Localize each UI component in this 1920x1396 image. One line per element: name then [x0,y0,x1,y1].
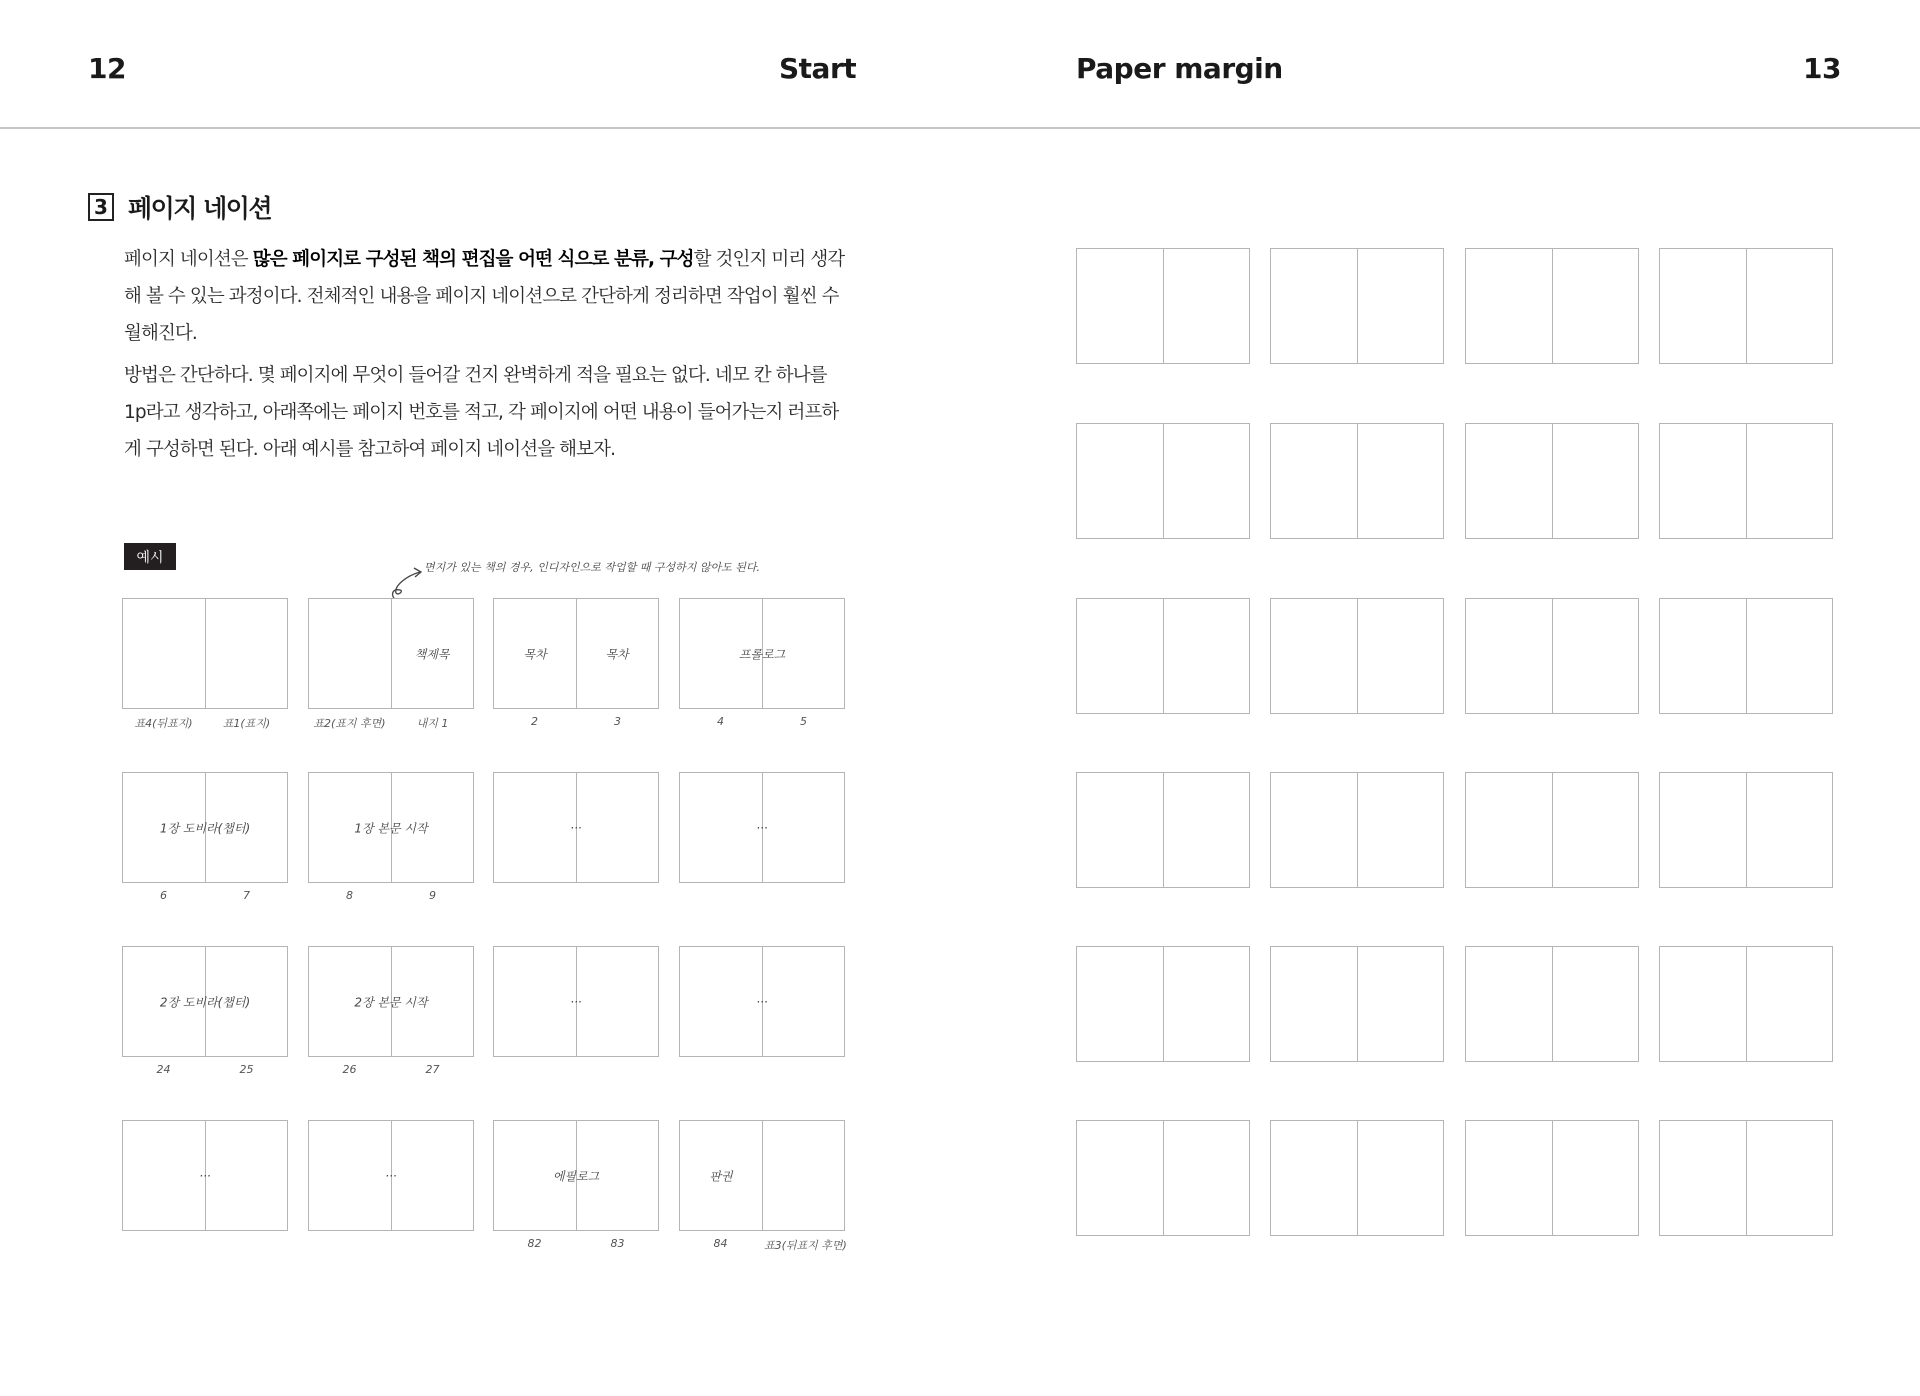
example-spread [493,1120,659,1231]
spread-fold-line [1163,1121,1164,1235]
page-number-label: 83 [610,1237,625,1250]
page-number-label: 7 [243,889,250,902]
page-number-label: 82 [527,1237,542,1250]
blank-spread[interactable] [1270,946,1444,1062]
spread-content: 책제목 [414,647,450,661]
method-paragraph: 방법은 간단하다. 몇 페이지에 무엇이 들어갈 건지 완벽하게 적을 필요는 없다. 네모 칸 하나를 1p라고 생각하고, 아래쪽에는 페이지 번호를 적고, 각 페이지에 어떤 내용이 들어가는지 러프하게 구성하면 된다. 아래 예시를 참고하여 페이지 네이션을 해보자. [124,365,839,460]
right-running-title: Paper margin [1076,52,1283,85]
example-spread [493,598,659,709]
example-spread [122,598,288,709]
page-number-label: 4 [717,715,724,728]
spread-fold-line [1357,947,1358,1061]
blank-spread[interactable] [1659,423,1833,539]
spread-fold-line [1552,1121,1553,1235]
spread-fold-line [1357,249,1358,363]
page-number-label: 24 [156,1063,171,1076]
blank-spread[interactable] [1659,598,1833,714]
spread-fold-line [205,599,206,708]
example-spread [493,946,659,1057]
example-spread [308,772,474,883]
page-number-label: 9 [429,889,436,902]
blank-spread[interactable] [1465,598,1639,714]
spread-content: ··· [570,994,582,1009]
example-spread [679,598,845,709]
spread-content: 프롤로그 [738,647,786,661]
blank-spread[interactable] [1465,772,1639,888]
page-number-label: 3 [614,715,621,728]
page-number-label: 25 [239,1063,254,1076]
blank-spread[interactable] [1076,1120,1250,1236]
spread-fold-line [1163,424,1164,538]
example-spread [308,598,474,709]
example-spread [679,772,845,883]
page-number-label: 27 [425,1063,440,1076]
spread-fold-line [1746,424,1747,538]
example-spread [493,772,659,883]
spread-fold-line [1163,249,1164,363]
page-number-label: 8 [346,889,353,902]
example-spread [679,1120,845,1231]
left-page-number: 12 [88,52,126,85]
spread-fold-line [1163,947,1164,1061]
blank-spread[interactable] [1270,248,1444,364]
spread-fold-line [1357,1121,1358,1235]
blank-spread[interactable] [1076,423,1250,539]
spread-fold-line [1552,947,1553,1061]
page-number-label: 표1(표지) [222,717,271,730]
blank-spread[interactable] [1659,946,1833,1062]
example-tag: 예시 [124,543,176,570]
blank-spread[interactable] [1465,248,1639,364]
arrow-icon [388,560,424,602]
intro-paragraph: 페이지 네이션은 많은 페이지로 구성된 책의 편집을 어떤 식으로 분류, 구성할 것인지 미리 생각해 볼 수 있는 과정이다. 전체적인 내용을 페이지 네이션으로 간단하게 정리하면 작업이 훨씬 수월해진다. [124,249,845,344]
spread-content: 2장 본문 시작 [354,995,428,1009]
spread-fold-line [1163,773,1164,887]
blank-spread[interactable] [1076,248,1250,364]
left-running-title: Start [779,52,857,85]
spread-content: ··· [385,1168,397,1183]
spread-content: 2장 도비라(챕터) [159,995,251,1009]
spread-fold-line [1746,773,1747,887]
example-spread [122,946,288,1057]
spread-fold-line [1746,1121,1747,1235]
blank-spread[interactable] [1270,1120,1444,1236]
spread-content-left: 목차 [523,647,547,661]
page-number-label: 2 [531,715,538,728]
spread-fold-line [1746,599,1747,713]
spread-content: 1장 본문 시작 [354,821,428,835]
section-heading [88,192,271,222]
page-number-label: 26 [342,1063,357,1076]
blank-spread[interactable] [1659,772,1833,888]
blank-spread[interactable] [1076,598,1250,714]
blank-spread[interactable] [1076,946,1250,1062]
spread-content-right: 목차 [605,647,629,661]
blank-spread[interactable] [1465,1120,1639,1236]
example-spread [122,1120,288,1231]
spread-content: ··· [756,994,768,1009]
spread-fold-line [1746,249,1747,363]
spread-content: ··· [199,1168,211,1183]
example-spread [308,1120,474,1231]
section-title: 페이지 네이션 [128,194,272,223]
page-number-label: 표3(뒤표지 후면) [764,1239,847,1252]
page-number-label: 표4(뒤표지) [134,717,193,730]
spread-fold-line [1552,773,1553,887]
spread-fold-line [1552,599,1553,713]
spread-content: 판권 [709,1169,733,1183]
blank-spread[interactable] [1659,248,1833,364]
endpaper-note: 면지가 있는 책의 경우, 인디자인으로 작업할 때 구성하지 않아도 된다. [424,561,760,574]
blank-spread[interactable] [1659,1120,1833,1236]
page-number-label: 표2(표지 후면) [313,717,386,730]
spread-fold-line [1163,599,1164,713]
page-number-label: 내지 1 [416,717,449,730]
blank-spread[interactable] [1270,423,1444,539]
spread-content: ··· [756,820,768,835]
blank-spread[interactable] [1465,946,1639,1062]
right-page-number: 13 [1803,52,1841,85]
spread-fold-line [1552,424,1553,538]
blank-spread[interactable] [1270,598,1444,714]
example-spread [308,946,474,1057]
page-number-label: 6 [160,889,167,902]
spread-content: ··· [570,820,582,835]
spread-content: 에필로그 [552,1169,600,1183]
spread-fold-line [1357,424,1358,538]
blank-spread[interactable] [1270,772,1444,888]
blank-spread[interactable] [1076,772,1250,888]
spread-fold-line [762,1121,763,1230]
spread-fold-line [1357,773,1358,887]
spread-fold-line [1552,249,1553,363]
spread-fold-line [1746,947,1747,1061]
spread-fold-line [1357,599,1358,713]
blank-spread[interactable] [1465,423,1639,539]
page-number-label: 5 [800,715,807,728]
spread-content: 1장 도비라(챕터) [159,821,251,835]
example-spread [679,946,845,1057]
page-number-label: 84 [713,1237,728,1250]
section-number-box: 3 [88,193,114,221]
example-spread [122,772,288,883]
header-divider [0,127,1920,129]
